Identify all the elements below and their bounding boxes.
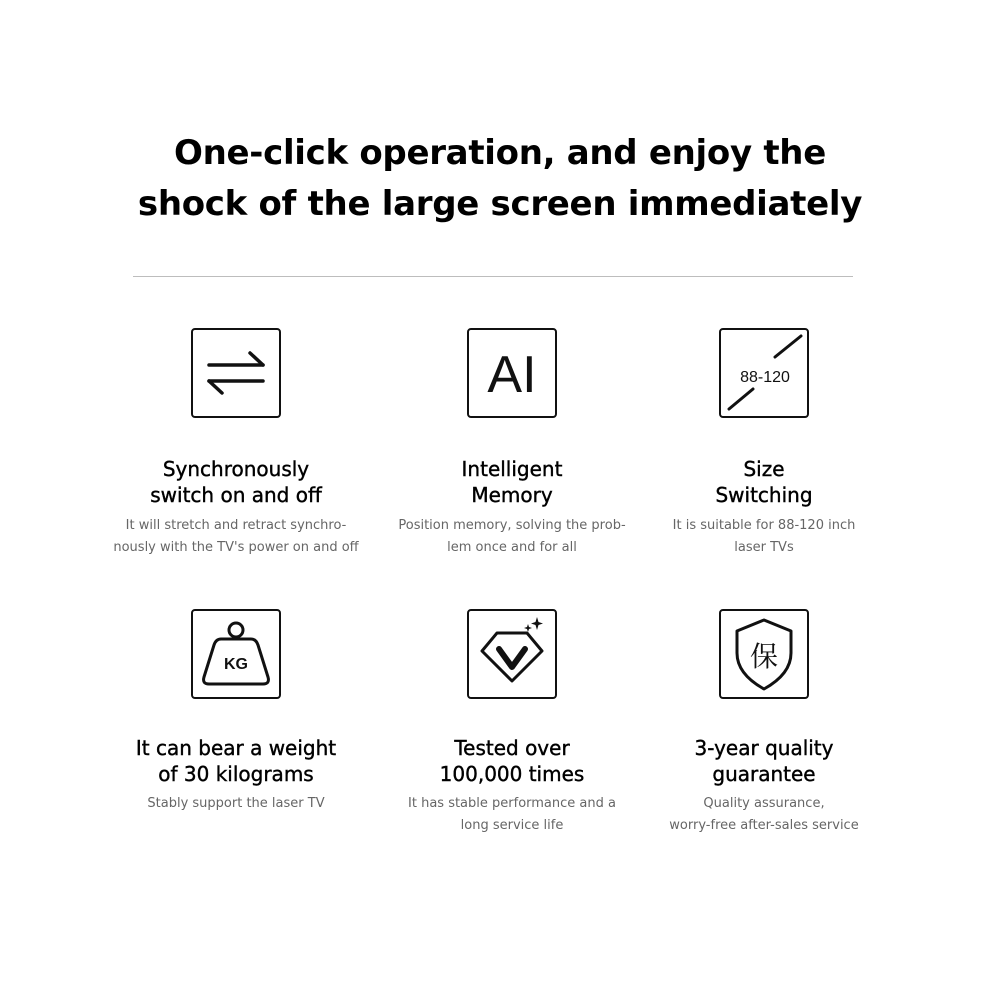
switch-arrows-icon <box>191 328 281 418</box>
feature-description: It will stretch and retract synchro- nously with the TV's power on and off <box>113 518 359 555</box>
ai-icon <box>467 328 557 418</box>
page-headline <box>0 128 1000 230</box>
headline-line-2: shock of the large screen immediately <box>137 184 863 224</box>
feature-description: Quality assurance, worry-free after-sales service <box>669 796 859 833</box>
feature-title: Synchronously switch on and off <box>150 457 322 507</box>
kg-weight-icon <box>191 609 281 699</box>
feature-title: 3-year quality guarantee <box>694 736 834 786</box>
svg-text:保: 保 <box>749 640 779 673</box>
feature-title: It can bear a weight of 30 kilograms <box>135 736 337 786</box>
svg-text:88-120: 88-120 <box>740 369 790 386</box>
feature-title: Intelligent Memory <box>461 457 563 507</box>
divider <box>133 276 853 277</box>
feature-description: Position memory, solving the prob- lem once and for all <box>398 518 626 555</box>
headline-line-1: One-click operation, and enjoy the <box>174 133 826 173</box>
size-range-icon <box>719 328 809 418</box>
diamond-check-icon <box>467 609 557 699</box>
shield-guarantee-icon <box>719 609 809 699</box>
feature-description: It is suitable for 88-120 inch laser TVs <box>672 518 856 555</box>
svg-text:AI: AI <box>487 346 537 404</box>
feature-title: Tested over 100,000 times <box>439 736 585 786</box>
feature-description: Stably support the laser TV <box>147 796 325 811</box>
svg-text:KG: KG <box>224 656 248 673</box>
feature-title: Size Switching <box>715 457 813 507</box>
feature-description: It has stable performance and a long service life <box>408 796 616 833</box>
